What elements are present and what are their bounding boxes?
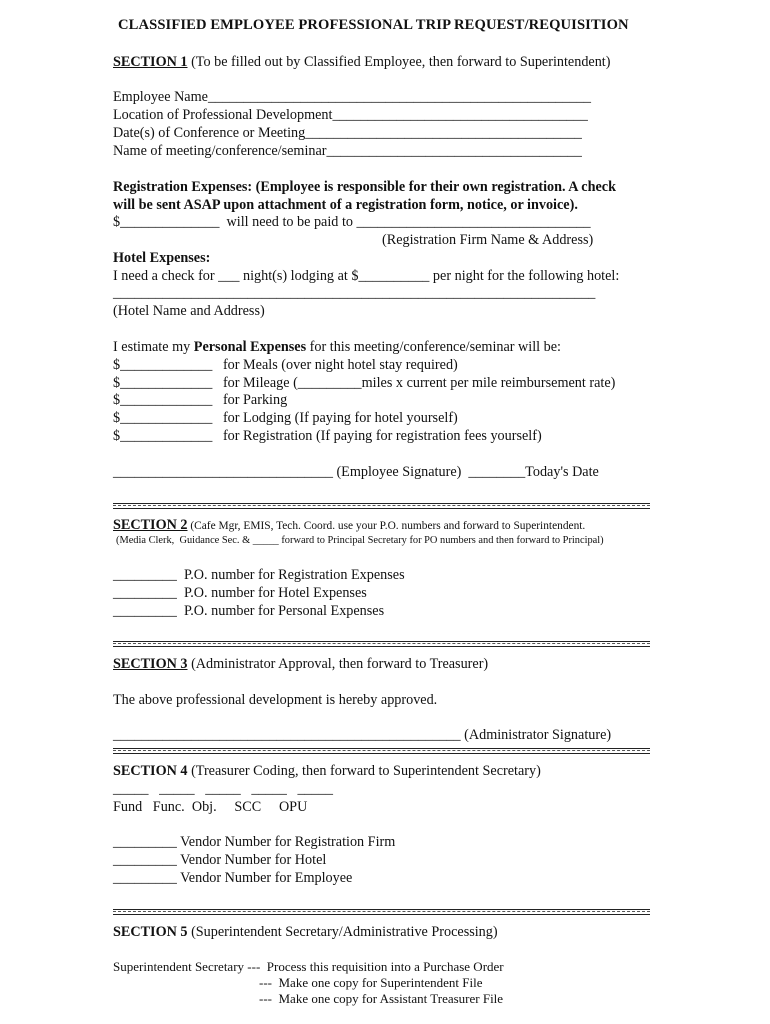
section-divider bbox=[113, 503, 650, 509]
po-hotel-field[interactable]: _________ P.O. number for Hotel Expenses bbox=[113, 585, 367, 601]
location-field[interactable]: Location of Professional Development____________________________________ bbox=[113, 107, 588, 123]
section-2-desc: (Cafe Mgr, EMIS, Tech. Coord. use your P.O. numbers and forward to Superintendent. bbox=[187, 520, 586, 532]
expense-meals-field[interactable]: $_____________ for Meals (over night hotel stay required) bbox=[113, 357, 458, 373]
meeting-name-field[interactable]: Name of meeting/conference/seminar____________________________________ bbox=[113, 143, 582, 159]
section-5-header bbox=[113, 923, 498, 941]
section-2-label: SECTION 2 bbox=[113, 517, 188, 533]
administrator-signature-field[interactable]: _________________________________________________ (Administrator Signature) bbox=[113, 727, 612, 743]
employee-name-field[interactable]: Employee Name______________________________________________________ bbox=[113, 89, 592, 105]
section-divider bbox=[113, 909, 650, 915]
approval-statement: The above professional development is hereby approved. bbox=[113, 692, 438, 708]
expense-registration-field[interactable]: $_____________ for Registration (If paying for registration fees yourself) bbox=[113, 428, 542, 444]
section-3-desc: (Administrator Approval, then forward to Treasurer) bbox=[187, 656, 489, 672]
registration-firm-label: (Registration Firm Name & Address) bbox=[382, 232, 594, 248]
registration-expenses-note: will be sent ASAP upon attachment of a registration form, notice, or invoice). bbox=[113, 197, 578, 213]
expense-parking-field[interactable]: $_____________ for Parking bbox=[113, 392, 288, 408]
section-4-label: SECTION 4 bbox=[113, 763, 188, 779]
section-3-header bbox=[113, 655, 488, 673]
section-divider bbox=[113, 641, 650, 647]
section-divider bbox=[113, 748, 650, 754]
hotel-address-field[interactable]: ____________________________________________________________________ bbox=[113, 285, 596, 301]
coding-blanks[interactable]: _____ _____ _____ _____ _____ bbox=[113, 781, 333, 797]
processing-step-treasurer-copy: --- Make one copy for Assistant Treasurer File bbox=[259, 991, 504, 1006]
coding-labels: Fund Func. Obj. SCC OPU bbox=[113, 799, 308, 815]
section-3-label: SECTION 3 bbox=[113, 656, 188, 672]
section-1-header bbox=[113, 53, 610, 71]
processing-step-purchase-order: Superintendent Secretary --- Process this requisition into a Purchase Order bbox=[113, 959, 504, 974]
section-1-label: SECTION 1 bbox=[113, 54, 188, 70]
vendor-employee-field[interactable]: _________ Vendor Number for Employee bbox=[113, 870, 353, 886]
hotel-expenses-heading: Hotel Expenses: bbox=[113, 250, 211, 266]
vendor-registration-field[interactable]: _________ Vendor Number for Registration Firm bbox=[113, 834, 396, 850]
section-5-label: SECTION 5 bbox=[113, 924, 188, 940]
employee-signature-field[interactable]: _______________________________ (Employee Signature) ________Today's Date bbox=[113, 464, 599, 480]
vendor-hotel-field[interactable]: _________ Vendor Number for Hotel bbox=[113, 852, 327, 868]
processing-step-superintendent-copy: --- Make one copy for Superintendent File bbox=[259, 975, 483, 990]
hotel-address-label: (Hotel Name and Address) bbox=[113, 303, 265, 319]
section-2-note: (Media Clerk, Guidance Sec. & _____ forward to Principal Secretary for PO numbers and then forward to Principal) bbox=[116, 535, 604, 546]
po-registration-field[interactable]: _________ P.O. number for Registration Expenses bbox=[113, 567, 405, 583]
section-5-desc: (Superintendent Secretary/Administrative Processing) bbox=[187, 924, 498, 940]
section-4-desc: (Treasurer Coding, then forward to Superintendent Secretary) bbox=[187, 763, 541, 779]
form-title: CLASSIFIED EMPLOYEE PROFESSIONAL TRIP REQUEST/REQUISITION bbox=[118, 17, 629, 33]
section-1-desc: (To be filled out by Classified Employee, then forward to Superintendent) bbox=[187, 54, 611, 70]
registration-expenses-heading: Registration Expenses: (Employee is responsible for their own registration. A check bbox=[113, 179, 616, 195]
hotel-nights-field[interactable]: I need a check for ___ night(s) lodging at $__________ per night for the following hotel: bbox=[113, 268, 620, 284]
dates-field[interactable]: Date(s) of Conference or Meeting_______________________________________ bbox=[113, 125, 582, 141]
expense-lodging-field[interactable]: $_____________ for Lodging (If paying for hotel yourself) bbox=[113, 410, 458, 426]
personal-expenses-intro: I estimate my Personal Expenses for this meeting/conference/seminar will be: bbox=[113, 339, 561, 355]
registration-payment-field[interactable]: $______________ will need to be paid to _________________________________ bbox=[113, 214, 591, 230]
expense-mileage-field[interactable]: $_____________ for Mileage (_________miles x current per mile reimbursement rate) bbox=[113, 375, 616, 391]
po-personal-field[interactable]: _________ P.O. number for Personal Expenses bbox=[113, 603, 385, 619]
section-4-header bbox=[113, 762, 541, 780]
